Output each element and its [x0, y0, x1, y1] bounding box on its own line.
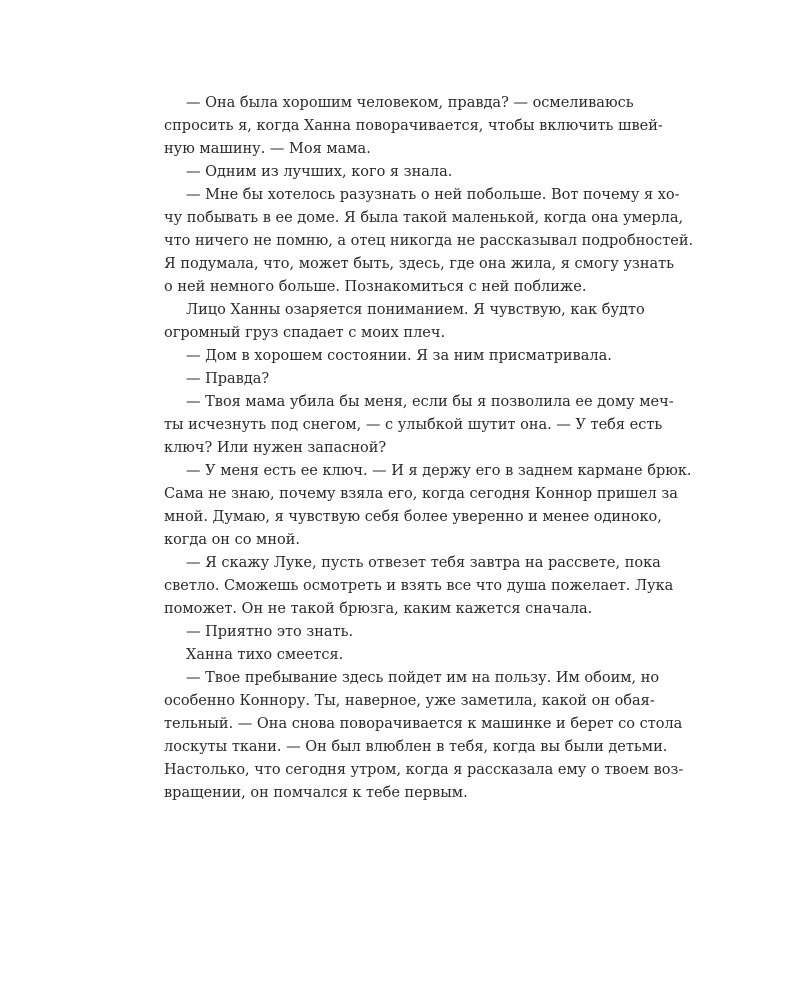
text-line: поможет. Он не такой брюзга, каким кажется сначала.: [164, 601, 593, 617]
text-line: светло. Сможешь осмотреть и взять все что душа пожелает. Лука: [164, 578, 674, 594]
page-text-body: [164, 92, 694, 805]
text-line: Сама не знаю, почему взяла его, когда сегодня Коннор пришел за: [164, 486, 678, 502]
text-line: лоскуты ткани. — Он был влюблен в тебя, когда вы были детьми.: [164, 739, 668, 755]
text-line: — Дом в хорошем состоянии. Я за ним присматривала.: [186, 348, 612, 364]
text-line: — У меня есть ее ключ. — И я держу его в заднем кармане брюк.: [186, 463, 692, 479]
text-line: — Она была хорошим человеком, правда? — осмеливаюсь: [186, 95, 634, 111]
text-line: Ханна тихо смеется.: [186, 647, 344, 663]
text-line: — Приятно это знать.: [186, 624, 354, 640]
text-line: что ничего не помню, а отец никогда не рассказывал подробностей.: [164, 233, 694, 249]
text-line: ключ? Или нужен запасной?: [164, 440, 387, 456]
text-line: — Мне бы хотелось разузнать о ней побольше. Вот почему я хо-: [186, 187, 680, 203]
text-line: ты исчезнуть под снегом, — с улыбкой шутит она. — У тебя есть: [164, 417, 663, 433]
text-line: Я подумала, что, может быть, здесь, где она жила, я смогу узнать: [164, 256, 675, 272]
text-line: — Одним из лучших, кого я знала.: [186, 164, 453, 180]
text-line: когда он со мной.: [164, 532, 300, 548]
text-line: — Правда?: [186, 371, 270, 387]
text-line: чу побывать в ее доме. Я была такой маленькой, когда она умерла,: [164, 210, 684, 226]
text-line: мной. Думаю, я чувствую себя более уверенно и менее одиноко,: [164, 509, 662, 525]
text-line: ную машину. — Моя мама.: [164, 141, 371, 157]
text-line: огромный груз спадает с моих плеч.: [164, 325, 446, 341]
text-line: тельный. — Она снова поворачивается к машинке и берет со стола: [164, 716, 683, 732]
text-line: о ней немного больше. Познакомиться с ней поближе.: [164, 279, 587, 295]
text-line: — Я скажу Луке, пусть отвезет тебя завтра на рассвете, пока: [186, 555, 661, 571]
text-line: Лицо Ханны озаряется пониманием. Я чувствую, как будто: [186, 302, 645, 318]
text-line: Настолько, что сегодня утром, когда я рассказала ему о твоем воз-: [164, 762, 684, 778]
text-line: особенно Коннору. Ты, наверное, уже заметила, какой он обая-: [164, 693, 655, 709]
text-line: — Твое пребывание здесь пойдет им на пользу. Им обоим, но: [186, 670, 660, 686]
text-line: — Твоя мама убила бы меня, если бы я позволила ее дому меч-: [186, 394, 674, 410]
text-line: вращении, он помчался к тебе первым.: [164, 785, 468, 801]
text-line: спросить я, когда Ханна поворачивается, чтобы включить швей-: [164, 118, 663, 134]
